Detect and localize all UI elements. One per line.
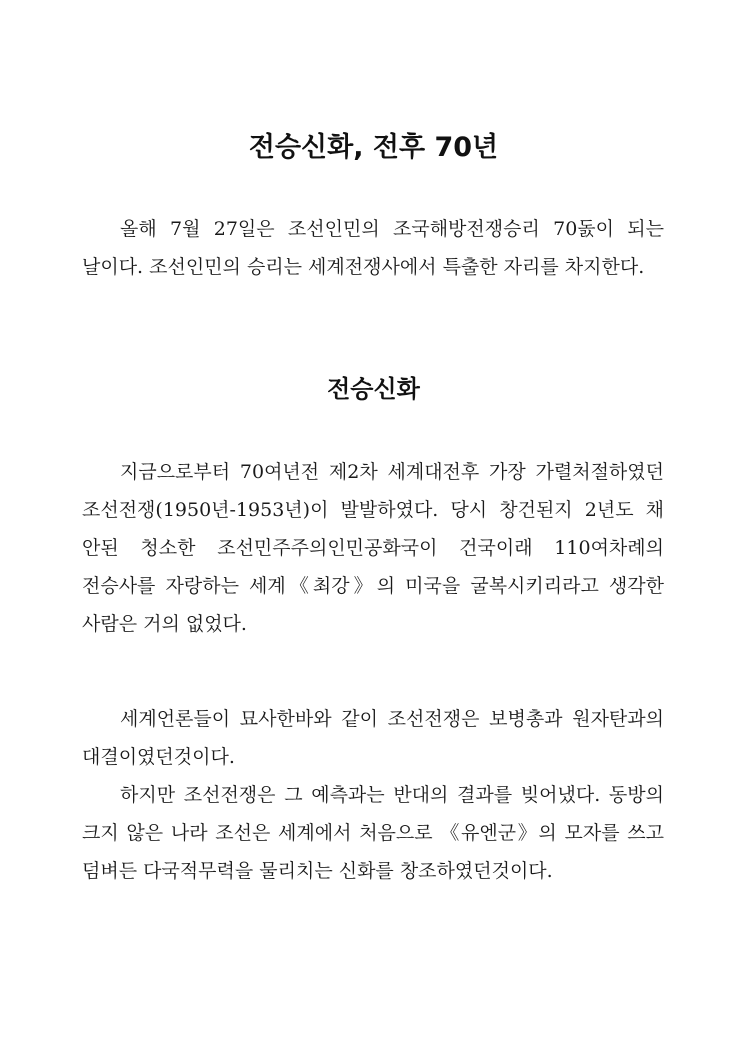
intro-paragraph: 올해 7월 27일은 조선인민의 조국해방전쟁승리 70돐이 되는 날이다. 조선인민의 승리는 세계전쟁사에서 특출한 자리를 차지한다. — [82, 218, 664, 278]
section-heading: 전승신화 — [327, 375, 420, 403]
body-paragraph-1: 지금으로부터 70여년전 제2차 세계대전후 가장 가렬처절하였던 조선전쟁(1950년-1953년)이 발발하였다. 당시 창건된지 2년도 채 안된 청소한 조선민주주의인민공화국이 건국이래 110여차례의 전승사를 자랑하는 세계《최강》의 미국을 굴복시키리라고 생각한 사람은 거의 없었다. — [82, 461, 664, 635]
body-paragraph-2: 세계언론들이 묘사한바와 같이 조선전쟁은 보병총과 원자탄과의 대결이였던것이다. — [82, 708, 664, 768]
page-title: 전승신화, 전후 70년 — [248, 132, 499, 163]
body-paragraph-3: 하지만 조선전쟁은 그 예측과는 반대의 결과를 빚어냈다. 동방의 크지 않은 나라 조선은 세계에서 처음으로 《유엔군》의 모자를 쓰고 덤벼든 다국적무력을 물리치는 신화를 창조하였던것이다. — [82, 784, 664, 882]
